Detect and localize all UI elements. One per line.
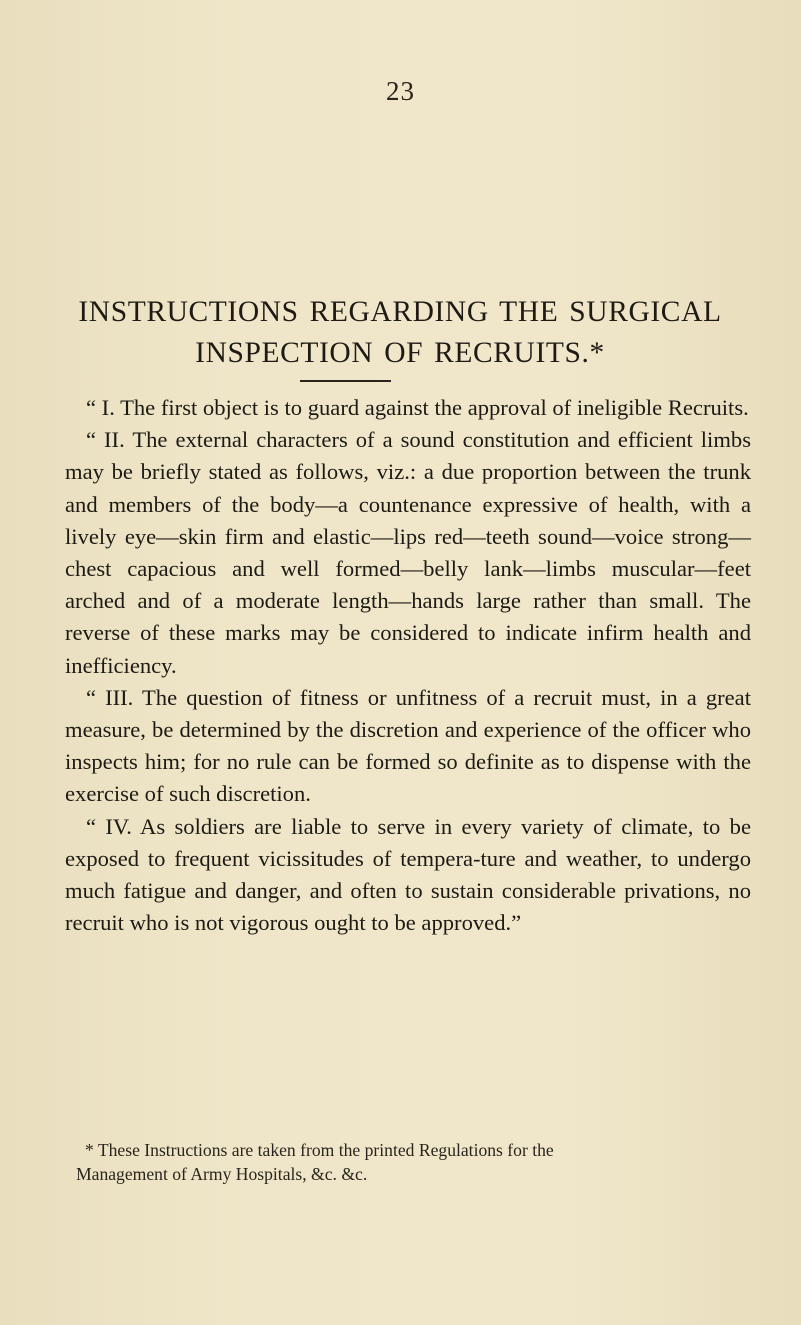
footnote-line: Management of Army Hospitals, &c. &c. [76,1164,368,1184]
page-number: 23 [386,76,415,106]
paragraph-iii: “ III. The question of fitness or unfitness of a recruit must, in a great measure, be determined by the discretion and experience of the officer who inspects him; for no rule can be formed so definite as to dispense with the exercise of such discretion. [65,684,751,807]
footnote-line: * These Instructions are taken from the printed Regulations for the [85,1140,554,1160]
paragraph-iv: “ IV. As soldiers are liable to serve in every variety of climate, to be exposed to frequent vicissitudes of tempera-ture and weather, to undergo much fatigue and danger, and often to sustain considerable privations, no recruit who is not vigorous ought to be approved.” [65,813,751,936]
title-line: INSTRUCTIONS REGARDING THE SURGICAL [78,296,722,328]
footnote [76,1138,755,1186]
paragraph-i: “ I. The first object is to guard against the approval of ineligible Recruits. [86,395,749,420]
body-text [65,392,751,939]
title-line: INSPECTION OF RECRUITS.* [195,337,605,369]
page-title [60,292,740,374]
title-divider [300,380,391,382]
paragraph-ii: “ II. The external characters of a sound constitution and efficient limbs may be briefly stated as follows, viz.: a due proportion between the trunk and members of the body—a countenance expressive of health, with a lively eye—skin firm and elastic—lips red—teeth sound—voice strong—chest capacious and well formed—belly lank—limbs muscular—feet arched and of a moderate length—hands large rather than small. The reverse of these marks may be considered to indicate infirm health and inefficiency. [65,427,751,678]
